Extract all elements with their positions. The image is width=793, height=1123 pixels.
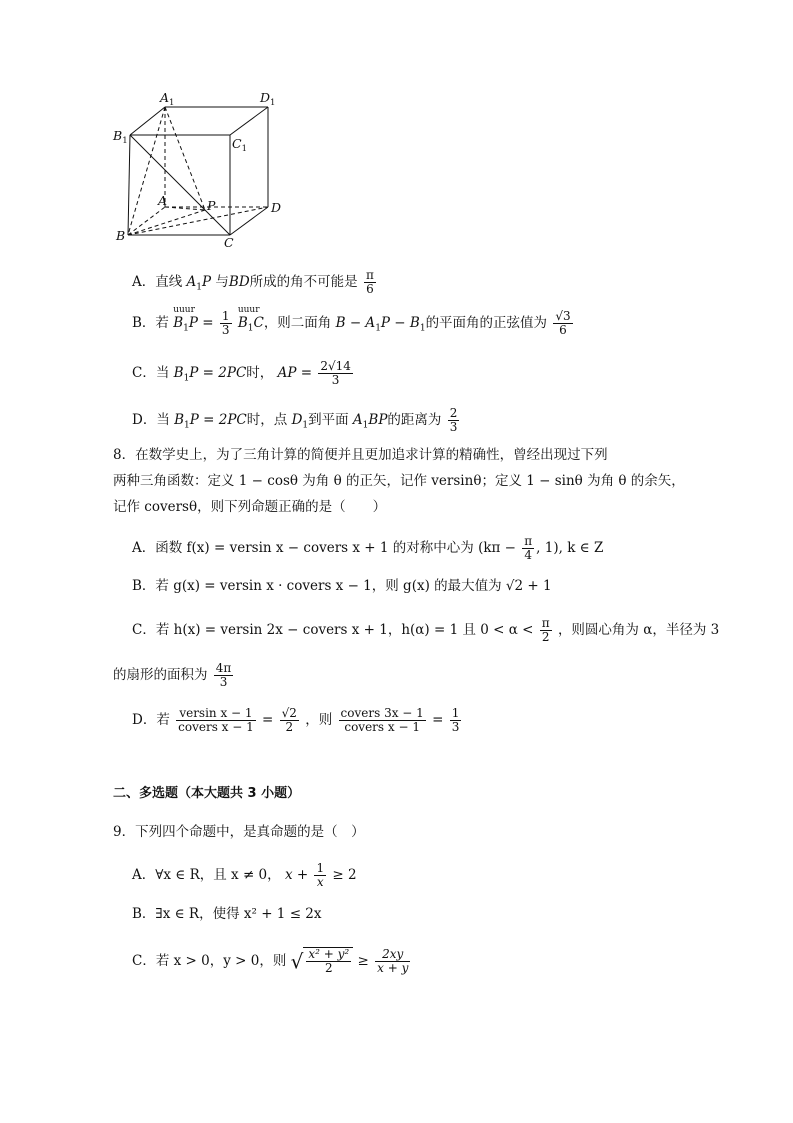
edge-b-a xyxy=(128,207,165,235)
label-c: C xyxy=(224,235,234,250)
label-b1: $B_1$ xyxy=(113,128,128,146)
q7-option-a: A．直线 $A_1P$ 与BD所成的角不可能是 $\frac{\pi}{6}$ xyxy=(132,268,374,296)
q7-option-c: C．当 $B_1P = 2PC$时， AP = $\frac{2√14}{3}$ xyxy=(132,359,351,387)
edge-b1-b xyxy=(128,135,130,235)
line-a1-p xyxy=(165,107,205,210)
q8-stem-line3: 记作 coversθ，则下列命题正确的是（ ） xyxy=(113,499,387,515)
q8-option-c: C．若 h(x) = versin 2x − covers x + 1，h(α) = 1 且 0 < α < $\frac{\pi}{2}$ ，则圆心角为 α，半径为 3 xyxy=(132,616,720,644)
line-a1-b xyxy=(128,107,168,235)
label-b: B xyxy=(116,228,126,243)
edge-c1-d1 xyxy=(230,107,268,135)
q8-option-d: D．若 $\frac{\text{versin x − 1}}{\text{covers x − 1}}$ = $\frac{√2}{2}$ ，则 $\frac{\text{covers 3x − 1}}{\text{covers x − 1}}$ = $\frac{1}{3}$ xyxy=(132,706,460,734)
label-p: P xyxy=(207,198,216,213)
diag-b1-c xyxy=(130,135,230,235)
cube-figure xyxy=(110,90,310,255)
cube-diagram xyxy=(110,90,310,255)
line-a-p xyxy=(165,207,205,210)
label-c1: $C_1$ xyxy=(232,136,247,154)
q8-stem-line1: 8．在数学史上，为了三角计算的简便并且更加追求计算的精确性，曾经出现过下列 xyxy=(113,447,608,463)
section-heading: 二、多选题（本大题共 3 小题） xyxy=(113,786,301,801)
q8-option-a: A．函数 f(x) = versin x − covers x + 1 的对称中心为 (kπ − $\frac{\pi}{4}$ , 1), k ∈ Z xyxy=(132,534,604,562)
q8-option-b: B．若 g(x) = versin x · covers x − 1，则 g(x) 的最大值为 √2 + 1 xyxy=(132,578,552,594)
q8-stem-line2: 两种三角函数：定义 1 − cosθ 为角 θ 的正矢，记作 versinθ；定义 1 − sinθ 为角 θ 的余矢， xyxy=(113,473,685,489)
q9-option-c: C．若 x > 0，y > 0，则 √ $\frac{\text{x² + y²}}{2}$ ≥ $\frac{2xy}{x + y}$ xyxy=(132,947,409,975)
label-d: D xyxy=(271,200,282,215)
line-b-d xyxy=(128,207,268,235)
q7-option-d: D．当 $B_1P = 2PC$时，点 $D_1$到平面 $A_1BP$的距离为 $\frac{2}{3}$ xyxy=(132,406,458,434)
q9-option-a: A．∀x ∈ R，且 x ≠ 0， x + $\frac{1}{x}$ ≥ 2 xyxy=(132,861,357,889)
edge-c-d xyxy=(230,207,268,235)
q9-option-b: B．∃x ∈ R，使得 x² + 1 ≤ 2x xyxy=(132,906,322,922)
q7-option-b: B．若 uuur $B_1P$ = $\frac{1}{3}$ uuur $B_1C$，则二面角 $B - A_1P - B_1$的平面角的正弦值为 $\frac{√3}{6}$ xyxy=(132,305,571,337)
sqrt-icon: √ xyxy=(290,949,304,974)
q9-stem: 9．下列四个命题中，是真命题的是（ ） xyxy=(113,824,365,840)
fraction: $\frac{\pi}{6}$ xyxy=(365,268,374,296)
edge-b1-a1 xyxy=(130,107,165,135)
label-d1: $D_1$ xyxy=(260,90,276,108)
q8-option-c-cont: 的扇形的面积为 $\frac{4\pi}{3}$ xyxy=(113,661,232,689)
label-a1: $A_1$ xyxy=(160,90,175,108)
line-b-p xyxy=(128,210,205,235)
label-a: A xyxy=(158,193,168,208)
